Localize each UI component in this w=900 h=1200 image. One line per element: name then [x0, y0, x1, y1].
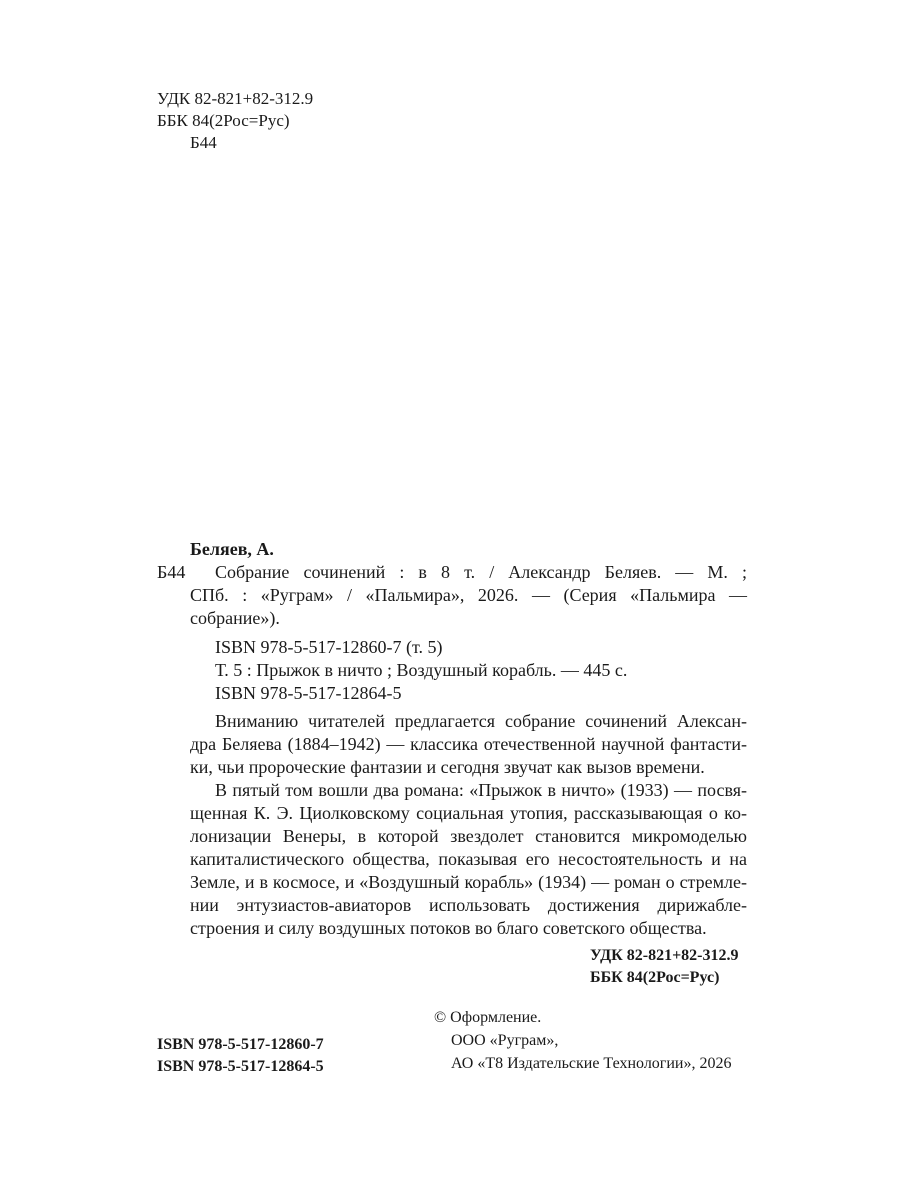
- copyright-line-1: © Оформление.: [434, 1009, 542, 1026]
- header-bbk: ББК 84(2Рос=Рус): [157, 111, 290, 130]
- header-udk: УДК 82-821+82-312.9: [157, 89, 314, 108]
- entry-title-line-1: Собрание сочинений : в 8 т. / Александр Беляев. — М. ;: [215, 562, 747, 582]
- annotation-p2-line-1: В пятый том вошли два романа: «Прыжок в ничто» (1933) — посвя-: [215, 780, 747, 800]
- annotation-p2-line-4: капиталистического общества, показывая его несостоятельность и на: [190, 849, 747, 869]
- entry-isbn-volume: ISBN 978-5-517-12860-7 (т. 5): [215, 637, 443, 657]
- annotation-p2-line-2: щенная К. Э. Циолковскому социальная утопия, рассказывающая о ко-: [190, 803, 747, 823]
- entry-title-line-3: собрание»).: [190, 608, 280, 628]
- annotation-p1-line-2: дра Беляева (1884–1942) — классика отечественной научной фантасти-: [190, 734, 747, 754]
- annotation-p1-line-1: Вниманию читателей предлагается собрание сочинений Алексан-: [215, 711, 747, 731]
- annotation-p1-line-3: ки, чьи пророческие фантазии и сегодня звучат как вызов времени.: [190, 757, 705, 777]
- annotation-p2-line-7: строения и силу воздушных потоков во благо советского общества.: [190, 918, 707, 938]
- entry-code: Б44: [157, 562, 186, 582]
- classification-udk: УДК 82-821+82-312.9: [590, 947, 739, 964]
- copyright-line-2: ООО «Руграм»,: [451, 1032, 559, 1049]
- isbn-block-2: ISBN 978-5-517-12864-5: [157, 1058, 324, 1075]
- annotation-p2-line-6: нии энтузиастов-авиаторов использовать достижения дирижабле-: [190, 895, 747, 915]
- copyright-line-3: АО «Т8 Издательские Технологии», 2026: [451, 1055, 732, 1072]
- entry-volume: Т. 5 : Прыжок в ничто ; Воздушный корабль. — 445 с.: [215, 660, 628, 680]
- classification-bbk: ББК 84(2Рос=Рус): [590, 969, 720, 986]
- annotation-p2-line-5: Земле, и в космосе, и «Воздушный корабль» (1934) — роман о стремле-: [190, 872, 747, 892]
- annotation-p2-line-3: лонизации Венеры, в которой звездолет становится микромоделью: [190, 826, 747, 846]
- entry-title-line-2: СПб. : «Руграм» / «Пальмира», 2026. — (Серия «Пальмира —: [190, 585, 747, 605]
- isbn-block-1: ISBN 978-5-517-12860-7: [157, 1036, 324, 1053]
- header-code: Б44: [190, 133, 217, 152]
- entry-isbn-set: ISBN 978-5-517-12864-5: [215, 683, 402, 703]
- entry-author: Беляев, А.: [190, 539, 274, 559]
